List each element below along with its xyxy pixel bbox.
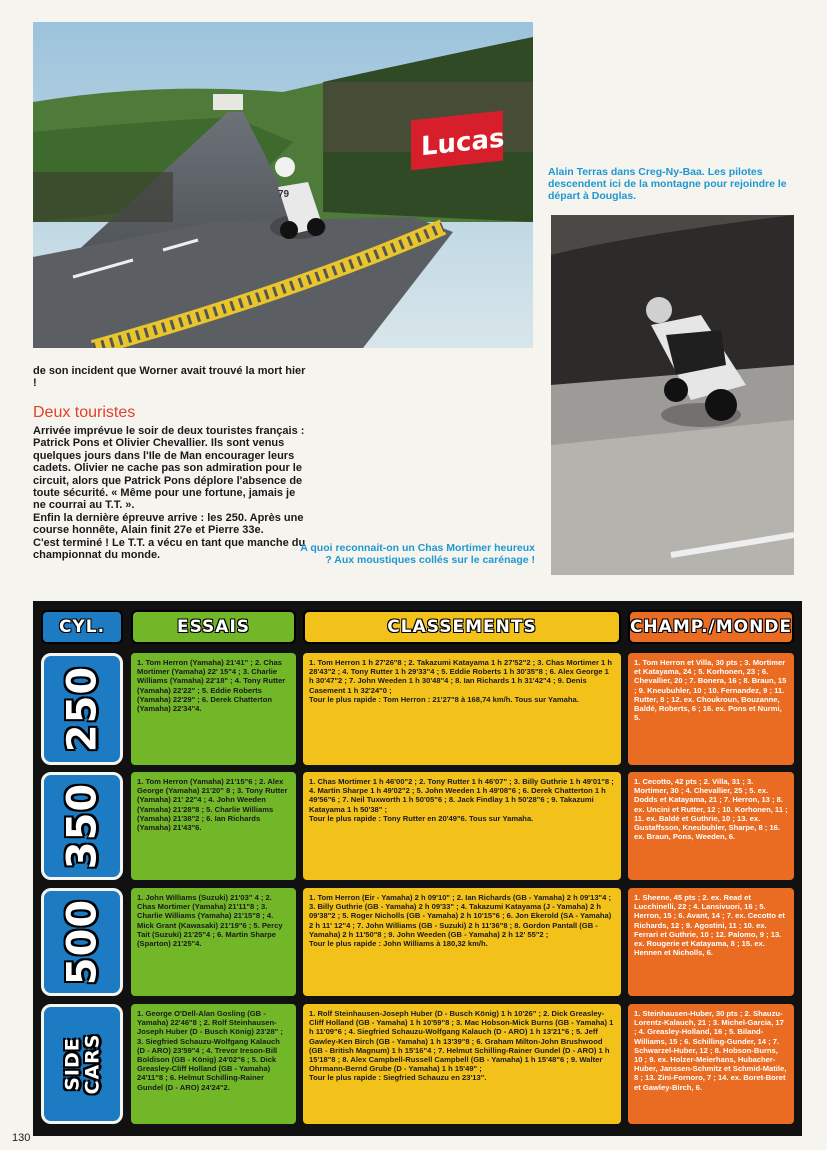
photo-isle-of-man-race [33,22,533,348]
champ-text: 1. Cecotto, 42 pts ; 2. Villa, 31 ; 3. Mortimer, 30 ; 4. Chevallier, 25 ; 5. ex. Dodds et Katayama, 21 ; 7. Herron, 13 ; 8. ex. Uncini et Rutter, 12 ; 10. Korhonen, 11 ; 11. ex. Baldé et Guthrie, 10 ; 13. ex. Gustaffsson, Kneubuhler, Sharpe, 8 ; 16. ex. Braun, Pons, Weeden, 6. [634,777,788,842]
cyl-badge [41,1004,123,1124]
table-row [41,888,794,996]
classements-extra: Tour le plus rapide : Siegfried Schauzu en 23'13". [309,1073,487,1083]
essais-cell [131,772,296,880]
essais-cell [131,888,296,996]
cyl-label: 500 [59,898,105,986]
cyl-badge [41,653,123,765]
classements-extra: Tour le plus rapide : Tom Herron : 21'27"8 à 168,74 km/h. Tous sur Yamaha. [309,694,579,704]
header-cyl: CYL. [41,610,123,644]
cyl-label: 250 [59,665,105,753]
classements-extra: Tour le plus rapide : Tony Rutter en 20'49"6. Tous sur Yamaha. [309,813,534,823]
cyl-badge [41,888,123,996]
lucas-sign-text: Lucas [421,123,505,163]
classements-cell [303,772,621,880]
classements-text: 1. Chas Mortimer 1 h 46'00"2 ; 2. Tony Rutter 1 h 46'07" ; 3. Billy Guthrie 1 h 49'01"8 ; 4. Martin Sharpe 1 h 49'02"2 ; 5. John Weeden 1 h 49'08"6 ; 6. Derek Chatterton 1 h 49'56"6 ; 7. Neil Tuxworth 1 h 50'05"6 ; 8. Jack Findlay 1 h 50'28"6 ; 9. Takazumi Katayama 1 h 50'38" ; [309,777,614,814]
champ-cell [628,888,794,996]
champ-text: 1. Steinhausen-Huber, 30 pts ; 2. Shauzu-Lorentz-Kalauch, 21 ; 3. Michel-Garcia, 17 ; 4. Greasley-Holland, 16 ; 5. Biland-Williams, 15 ; 6. Schilling-Gunder, 14 ; 7. Schwarzel-Huber, 12 ; 8. Hobson-Burns, 10 ; 9. ex. Holzer-Meierhans, Hubacher-Huber, Janssen-Schmitz et Schmid-Matile, 8 ; 13. Zini-Fornoro, 7 ; 14. ex. Boret-Boret et Gawley-Birch, 6. [634,1009,787,1092]
header-essais: ESSAIS [131,610,296,644]
classements-text: 1. Tom Herron 1 h 27'26"8 ; 2. Takazumi Katayama 1 h 27'52"2 ; 3. Chas Mortimer 1 h 28'43"2 ; 4. Tony Rutter 1 h 29'33"4 ; 5. Eddie Roberts 1 h 30'35"8 ; 6. Alex George 1 h 30'47"2 ; 7. John Weeden 1 h 30'48"4 ; 8. Ian Richards 1 h 31'42"4 ; 9. Denis Casement 1 h 32'24"0 ; [309,658,613,695]
table-row [41,653,794,765]
page-number: 130 [12,1132,31,1144]
bike-number: 79 [278,189,290,200]
essais-text: 1. John Williams (Suzuki) 21'03" 4 ; 2. Chas Mortimer (Yamaha) 21'11"8 ; 3. Charlie Williams (Yamaha) 21'15"8 ; 4. Mick Grant (Kawasaki) 21'19"6 ; 5. Percy Tait (Suzuki) 21'25"4 ; 6. Martin Sharpe (Sparton) 21'25"4. [137,893,283,949]
cyl-label: 350 [59,782,105,870]
essais-text: 1. George O'Dell-Alan Gosling (GB - Yamaha) 22'46"8 ; 2. Rolf Steinhausen-Joseph Huber (D - Busch König) 23'28" ; 3. Siegfried Schauzu-Wolfgang Kalauch (D - ARO) 23'59"4 ; 4. Trevor Ireson-Bill Boldison (GB - König) 24'02"6 ; 5. Dick Greasley-Cliff Holland (GB - Yamaha) 24'11"8 ; 6. Helmut Schilling-Rainer Gundel (D - ARO) 24'24"2. [137,1009,283,1092]
champ-text: 1. Sheene, 45 pts ; 2. ex. Read et Lucchinelli, 22 ; 4. Lansivuori, 16 ; 5. Herron, 15 ; 6. Avant, 14 ; 7. ex. Cecotto et Richards, 12 ; 9. Agostini, 11 ; 10. ex. Ferrari et Guthrie, 10 ; 12. Palomo, 9 ; 13. ex. Rougerie et Katayama, 8 ; 15. ex. Hennen et Nicholls, 6. [634,893,785,958]
classements-cell [303,888,621,996]
champ-cell [628,772,794,880]
essais-text: 1. Tom Herron (Yamaha) 21'41" ; 2. Chas Mortimer (Yamaha) 22' 15"4 ; 3. Charlie Williams (Yamaha) 22'18" ; 4. Tony Rutter (Yamaha) 22'22" ; 5. Eddie Roberts (Yamaha) 22'29" ; 6. Derek Chatterton (Yamaha) 22'34"4. [137,658,286,714]
photo-caption-terras: Alain Terras dans Creg-Ny-Baa. Les pilotes descendent ici de la montagne pour rejoindre le départ à Douglas. [548,166,787,202]
cyl-badge [41,772,123,880]
photo-chas-mortimer [551,215,794,575]
essais-text: 1. Tom Herron (Yamaha) 21'15"6 ; 2. Alex George (Yamaha) 21'20" 8 ; 3. Tony Rutter (Yamaha) 21' 22"4 ; 4. John Weeden (Yamaha) 21'28"8 ; 5. Charlie Williams (Yamaha) 21'38"2 ; 6. Ian Richards (Yamaha) 21'43"6. [137,777,288,833]
cyl-label: SIDE CARS [61,1033,103,1095]
results-table [33,601,802,1136]
photo-caption-mortimer: A quoi reconnait-on un Chas Mortimer heureux ? Aux moustiques collés sur le carénage ! [300,542,535,566]
classements-text: 1. Rolf Steinhausen-Joseph Huber (D - Busch König) 1 h 10'26" ; 2. Dick Greasley-Cliff Holland (GB - Yamaha) 1 h 10'59"8 ; 3. Mac Hobson-Mick Burns (GB - Yamaha) 1 h 11'09"6 ; 4. Siegfried Schauzu-Wolfgang Kalauch (D - ARO) 1 h 13'21"6 ; 5. Jeff Gawley-Ken Birch (GB - Yamaha) 1 h 13'39"8 ; 6. Graham Milton-John Brushwood (GB - British Magnum) 1 h 15'16"4 ; 7. Helmut Schilling-Rainer Gundel (D - ARO) 1 h 15'18"8 ; 8. Alex Campbell-Russell Campbell (GB - Yamaha) 1 h 15'48"6 ; 9. Walter Ohrmann-Bernd Grube (D - Yamaha) 1 h 15'49" ; [309,1009,614,1074]
header-champ-monde: CHAMP./MONDE [628,610,794,644]
champ-cell [628,653,794,765]
table-header-row [41,610,794,644]
classements-cell [303,653,621,765]
table-row [41,772,794,880]
classements-text: 1. Tom Herron (Eir - Yamaha) 2 h 09'10" ; 2. Ian Richards (GB - Yamaha) 2 h 09'13"4 ; 3. Billy Guthrie (GB - Yamaha) 2 h 09'33" ; 4. Takazumi Katayama (J - Yamaha) 2 h 09'38"2 ; 5. Roger Nicholls (GB - Yamaha) 2 h 10'15"6 ; 6. Jon Ekerold (SA - Yamaha) 2 h 11' 12"4 ; 7. John Williams (GB - Suzuki) 2 h 11'36"8 ; 8. Gordon Pantall (GB - Yamaha) 2 h 11'50"8 ; 9. John Weeden (GB - Yamaha) 2 h 12' 55"2 ; [309,893,612,939]
intro-paragraph: de son incident que Worner avait trouvé la mort hier ! [33,365,306,390]
champ-text: 1. Tom Herron et Villa, 30 pts ; 3. Mortimer et Katayama, 24 ; 5. Korhonen, 23 ; 6. Chevallier, 20 ; 7. Bonera, 16 ; 8. Braun, 15 ; 9. Kneubuhler, 10 ; 10. Fernandez, 9 ; 11. Rutter, 8 ; 12. ex. Choukroun, Bouzanne, Baldé, Roberts, 6 ; 16. ex. Pons et Nurmi, 5. [634,658,787,723]
classements-extra: Tour le plus rapide : John Williams à 180,32 km/h. [309,939,488,949]
table-row [41,1004,794,1124]
champ-cell [628,1004,794,1124]
section-body: Arrivée imprévue le soir de deux touristes français : Patrick Pons et Olivier Chevallier. Ils sont venus quelques jours dans l'Ile de Man encourager leurs cadets. Olivier ne cache pas son admiration pour le circuit, alors que Patrick Pons déplore l'absence de toute sécurité. « Même pour une fortune, jamais je ne courrai au T.T. ». Enfin la dernière épreuve arrive : les 250. Après une course honnête, Alain finit 27e et Pierre 33e. C'est terminé ! Le T.T. a vécu en tant que manche du championnat du monde. [33,425,306,562]
essais-cell [131,653,296,765]
essais-cell [131,1004,296,1124]
header-classements: CLASSEMENTS [303,610,621,644]
section-title: Deux touristes [33,404,136,421]
classements-cell [303,1004,621,1124]
